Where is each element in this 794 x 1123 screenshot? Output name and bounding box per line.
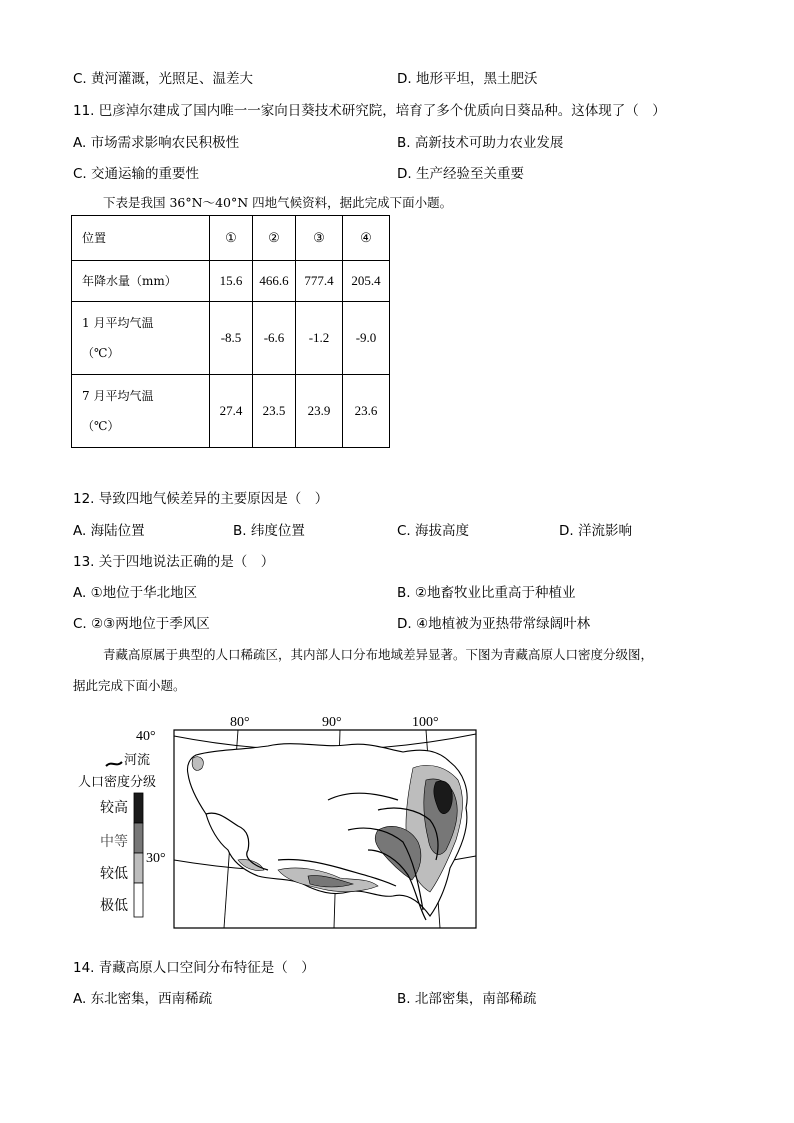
legend-swatch-high: [134, 793, 143, 823]
map-intro-line2: 据此完成下面小题。: [73, 678, 186, 693]
legend-level-low: 较低: [100, 866, 128, 882]
q14-stem: 14. 青藏高原人口空间分布特征是（ ）: [73, 960, 315, 976]
row-label-line1: 7 月平均气温: [82, 389, 154, 403]
legend-swatch-low: [134, 853, 143, 883]
q14-option-a: A. 东北密集，西南稀疏: [73, 991, 213, 1007]
table-cell: 23.6: [343, 375, 390, 448]
table-row: [72, 375, 390, 448]
row-label-line2: （℃）: [82, 346, 120, 360]
legend-title: 人口密度分级: [78, 775, 157, 790]
q13-option-a: A. ①地位于华北地区: [73, 585, 198, 601]
legend-river-label: 河流: [124, 753, 151, 768]
q10-option-d: D. 地形平坦，黑土肥沃: [397, 71, 538, 87]
lon-label-100: 100°: [412, 715, 439, 730]
q12-option-b: B. 纬度位置: [233, 523, 305, 539]
q13-option-b: B. ②地畜牧业比重高于种植业: [397, 585, 576, 601]
header-site-2: ②: [253, 216, 296, 261]
q11-option-a: A. 市场需求影响农民积极性: [73, 135, 240, 151]
q13-stem: 13. 关于四地说法正确的是（ ）: [73, 554, 275, 570]
table-cell: 777.4: [296, 261, 343, 302]
header-location: 位置: [72, 216, 210, 261]
q13-option-c: C. ②③两地位于季风区: [73, 616, 210, 632]
header-site-1: ①: [210, 216, 253, 261]
climate-table: [71, 215, 390, 448]
q12-option-a: A. 海陆位置: [73, 523, 145, 539]
table-cell: 23.5: [253, 375, 296, 448]
q11-option-c: C. 交通运输的重要性: [73, 166, 200, 182]
table-header-row: [72, 216, 390, 261]
q12-option-c: C. 海拔高度: [397, 523, 470, 539]
lon-label-90: 90°: [322, 715, 342, 730]
table-cell: -1.2: [296, 302, 343, 375]
table-cell: -8.5: [210, 302, 253, 375]
row-label: [72, 375, 210, 448]
q10-option-c: C. 黄河灌溉，光照足、温差大: [73, 71, 254, 87]
map-intro-line1: 青藏高原属于典型的人口稀疏区，其内部人口分布地域差异显著。下图为青藏高原人口密度分级图，: [103, 647, 654, 662]
table-row: [72, 302, 390, 375]
row-label-line1: 1 月平均气温: [82, 316, 154, 330]
table-cell: -9.0: [343, 302, 390, 375]
q12-option-d: D. 洋流影响: [559, 523, 632, 539]
q12-stem: 12. 导致四地气候差异的主要原因是（ ）: [73, 491, 329, 507]
legend-swatch-medium: [134, 823, 143, 853]
table-cell: 466.6: [253, 261, 296, 302]
q13-option-d: D. ④地植被为亚热带常绿阔叶林: [397, 616, 591, 632]
population-density-map: [78, 710, 488, 934]
table-cell: 205.4: [343, 261, 390, 302]
header-site-3: ③: [296, 216, 343, 261]
lat-label-30: 30°: [146, 851, 166, 866]
row-label-line2: （℃）: [82, 419, 120, 433]
header-site-4: ④: [343, 216, 390, 261]
q11-option-d: D. 生产经验至关重要: [397, 166, 524, 182]
table-cell: 23.9: [296, 375, 343, 448]
table-row: [72, 261, 390, 302]
table-intro: 下表是我国 36°N～40°N 四地气候资料，据此完成下面小题。: [103, 195, 453, 210]
table-cell: 15.6: [210, 261, 253, 302]
lat-label-40: 40°: [136, 729, 156, 744]
legend-level-very-low: 极低: [100, 898, 128, 914]
row-label: 年降水量（mm）: [72, 261, 210, 302]
river-legend-icon: [106, 762, 122, 766]
q11-stem: 11. 巴彦淖尔建成了国内唯一一家向日葵技术研究院，培育了多个优质向日葵品种。这体现了（ ）: [73, 103, 666, 119]
q14-option-b: B. 北部密集，南部稀疏: [397, 991, 537, 1007]
q11-option-b: B. 高新技术可助力农业发展: [397, 135, 564, 151]
lon-label-80: 80°: [230, 715, 250, 730]
table-cell: 27.4: [210, 375, 253, 448]
table-cell: -6.6: [253, 302, 296, 375]
legend-level-high: 较高: [100, 800, 128, 816]
legend-swatch-very-low: [134, 883, 143, 917]
row-label: [72, 302, 210, 375]
legend-level-medium: 中等: [100, 834, 128, 850]
